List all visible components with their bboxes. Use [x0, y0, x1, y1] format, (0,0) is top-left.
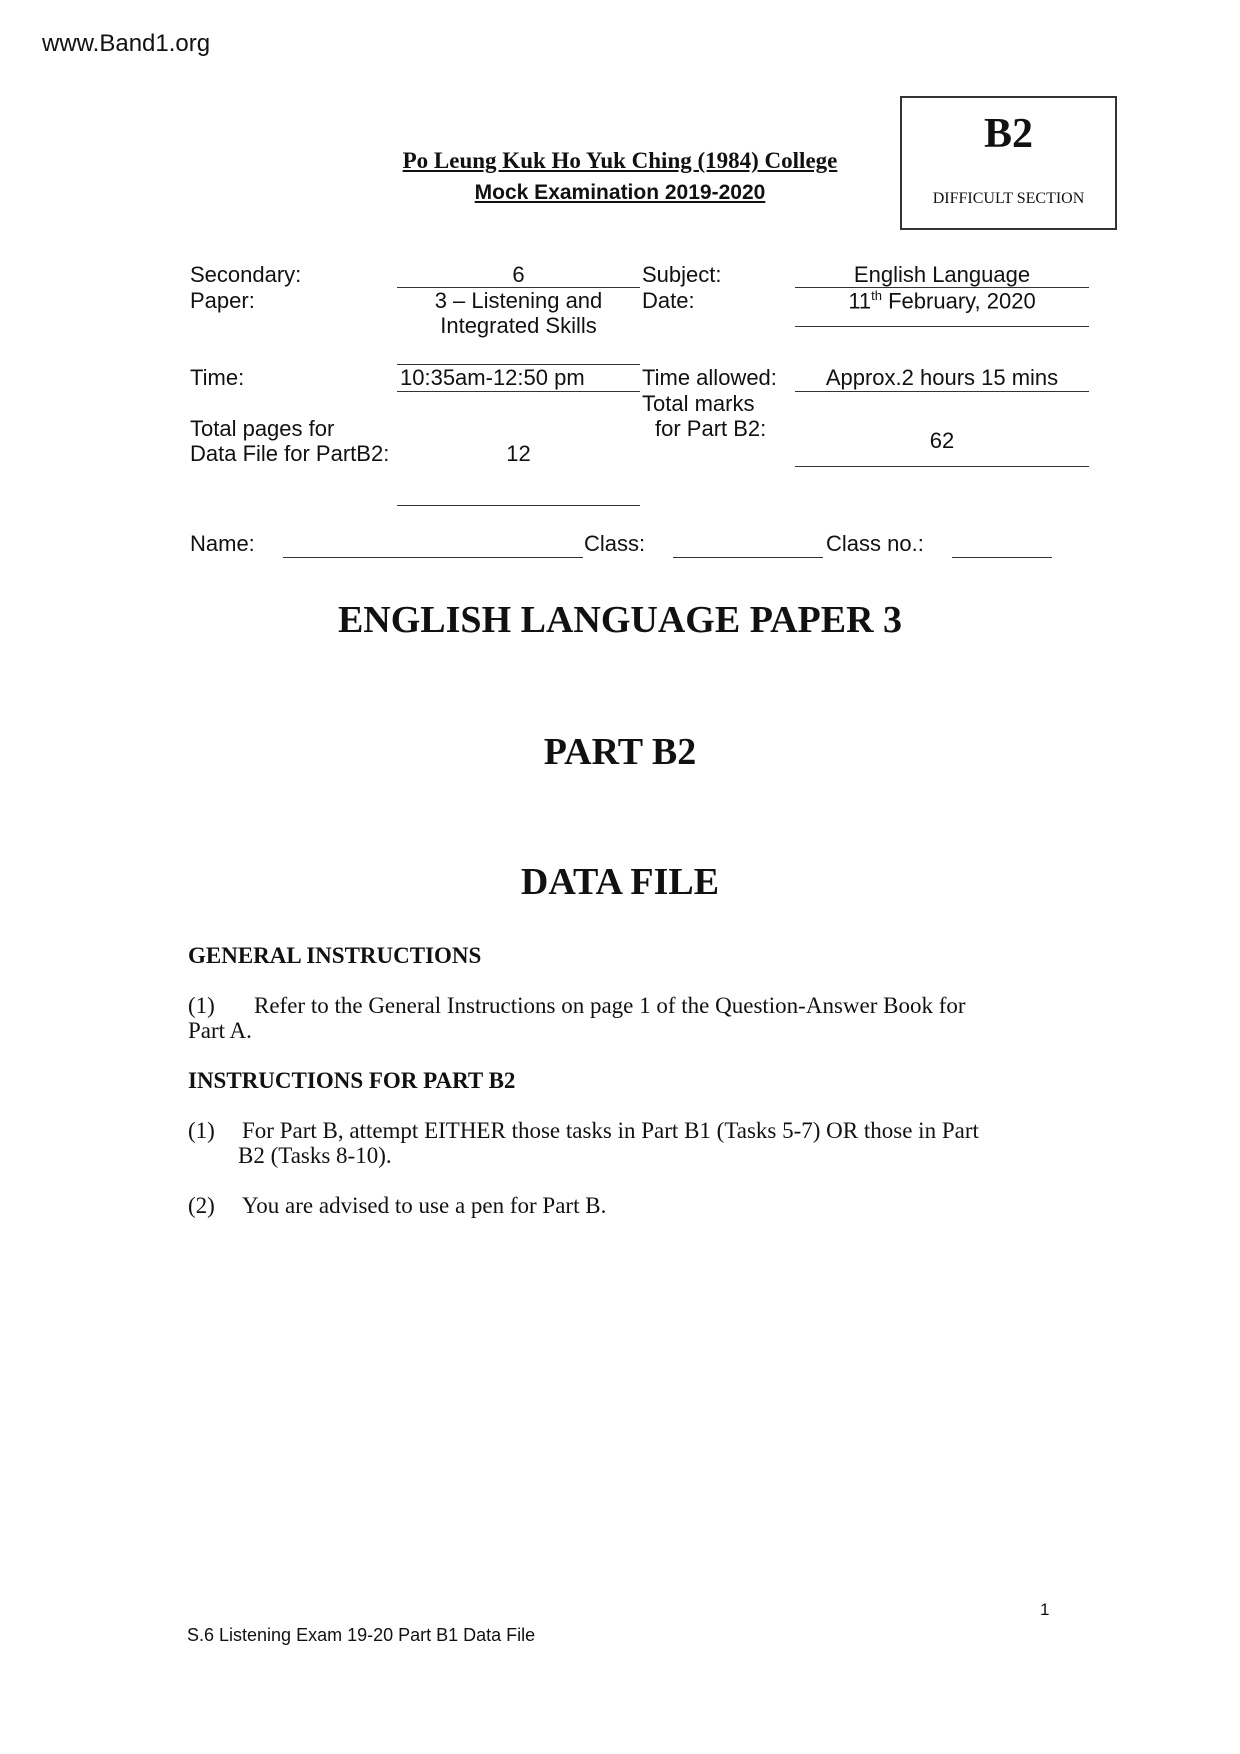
watermark[interactable]: www.Band1.org: [42, 30, 211, 57]
part-b2-item-1-line-2: B2 (Tasks 8-10).: [238, 1143, 392, 1168]
date-day: 11: [848, 288, 872, 314]
general-item-1-line-2: Part A.: [188, 1018, 252, 1043]
class-no-field[interactable]: [952, 557, 1052, 558]
total-pages-label-2: Data File for PartB2:: [190, 441, 390, 466]
part-b2-instructions-heading: INSTRUCTIONS FOR PART B2: [188, 1068, 516, 1093]
badge-code: B2: [983, 111, 1033, 157]
class-field[interactable]: [673, 557, 823, 558]
section-badge: [900, 96, 1117, 230]
date-sup: th: [871, 288, 882, 303]
time-allowed-label: Time allowed:: [642, 365, 777, 390]
general-item-1-line-1: Refer to the General Instructions on page 1 of the Question-Answer Book for: [254, 993, 966, 1018]
total-marks-value: 62: [929, 428, 955, 453]
secondary-value: 6: [512, 262, 525, 287]
paper-value-1: 3 – Listening and: [434, 288, 603, 313]
date-rest: February, 2020: [882, 288, 1036, 314]
general-instructions-heading: GENERAL INSTRUCTIONS: [188, 943, 482, 968]
subject-value: English Language: [853, 262, 1031, 287]
paper-value-2: Integrated Skills: [440, 313, 597, 338]
date-value: [795, 288, 1089, 314]
paper-label: Paper:: [190, 288, 255, 313]
part-b2-item-1-number: (1): [188, 1118, 215, 1143]
total-pages-value: 12: [506, 441, 531, 466]
name-label: Name:: [190, 531, 255, 556]
part-heading: PART B2: [543, 731, 697, 773]
exam-title: Mock Examination 2019-2020: [474, 181, 766, 204]
data-file-heading: DATA FILE: [520, 861, 720, 903]
total-marks-label-2: for Part B2:: [655, 416, 767, 441]
class-no-label: Class no.:: [826, 531, 924, 556]
date-label: Date:: [642, 288, 695, 313]
name-field[interactable]: [283, 557, 583, 558]
part-b2-item-1-line-1: For Part B, attempt EITHER those tasks in Part B1 (Tasks 5-7) OR those in Part: [242, 1118, 979, 1143]
general-item-1-number: (1): [188, 993, 215, 1018]
total-marks-label-1: Total marks: [642, 391, 755, 416]
total-pages-label-1: Total pages for: [190, 416, 335, 441]
secondary-label: Secondary:: [190, 262, 302, 287]
time-allowed-value: Approx.2 hours 15 mins: [825, 365, 1059, 390]
class-label: Class:: [584, 531, 646, 556]
footer-text: S.6 Listening Exam 19-20 Part B1 Data File: [187, 1625, 536, 1645]
school-name: Po Leung Kuk Ho Yuk Ching (1984) College: [402, 148, 838, 173]
page-number: 1: [1040, 1600, 1050, 1619]
time-value: 10:35am-12:50 pm: [400, 365, 585, 390]
time-label: Time:: [190, 365, 245, 390]
badge-label: DIFFICULT SECTION: [932, 190, 1085, 207]
part-b2-item-2-number: (2): [188, 1193, 215, 1218]
part-b2-item-2-text: You are advised to use a pen for Part B.: [242, 1193, 607, 1218]
subject-label: Subject:: [642, 262, 722, 287]
paper-heading: ENGLISH LANGUAGE PAPER 3: [337, 599, 903, 641]
